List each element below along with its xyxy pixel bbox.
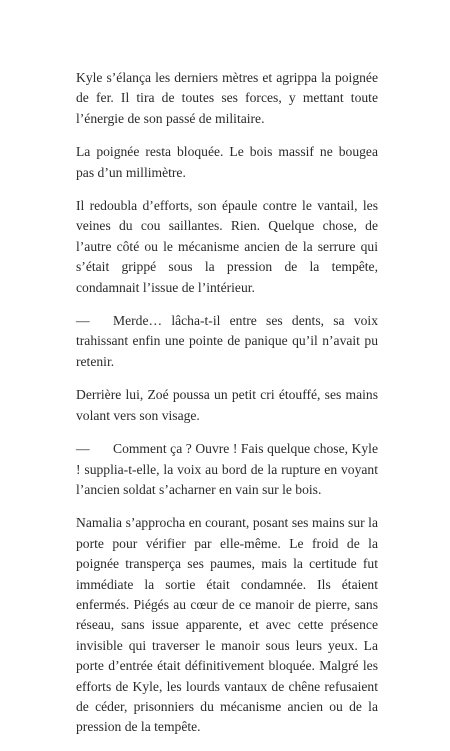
- paragraph-7: Namalia s’approcha en courant, posant ses mains sur la porte pour vérifier par elle-même. Le froid de la poignée transperça ses paumes, mais la certitude fut immédiate la sortie était condamnée. Ils étaient enfermés. Piégés au cœur de ce manoir de pierre, sans réseau, sans issue apparente, et avec cette présence invisible qui traverser le manoir sous leurs yeux. La porte d’entrée était définitivement bloquée. Malgré les efforts de Kyle, les lourds vantaux de chêne refusaient de céder, prisonniers du mécanisme ancien ou de la pression de la tempête.: [76, 515, 378, 735]
- dialogue-text: Comment ça ? Ouvre ! Fais quelque chose, Kyle ! supplia-t-elle, la voix au bord de la rupture en voyant l’ancien soldat s’acharner en vain sur le bois.: [76, 441, 378, 497]
- body-text: [76, 68, 378, 751]
- paragraph-3: Il redoubla d’efforts, son épaule contre le vantail, les veines du cou saillantes. Rien. Quelque chose, de l’autre côté ou le mécanisme ancien de la serrure qui s’était grippé sous la pression de la tempête, condamnait l’issue de l’intérieur.: [76, 198, 378, 295]
- dialogue-dash: —: [76, 313, 90, 329]
- paragraph-5: Derrière lui, Zoé poussa un petit cri étouffé, ses mains volant vers son visage.: [76, 387, 378, 423]
- dialogue-dash: —: [76, 441, 90, 457]
- dialogue-line-1: [76, 311, 378, 372]
- paragraph-2: La poignée resta bloquée. Le bois massif ne bougea pas d’un millimètre.: [76, 144, 378, 180]
- dialogue-line-2: [76, 439, 378, 500]
- dialogue-text: Merde… lâcha-t-il entre ses dents, sa voix trahissant enfin une pointe de panique qu’il n’avait pu retenir.: [76, 313, 378, 369]
- paragraph-1: Kyle s’élança les derniers mètres et agrippa la poignée de fer. Il tira de toutes ses forces, y mettant toute l’énergie de son passé de militaire.: [76, 70, 378, 126]
